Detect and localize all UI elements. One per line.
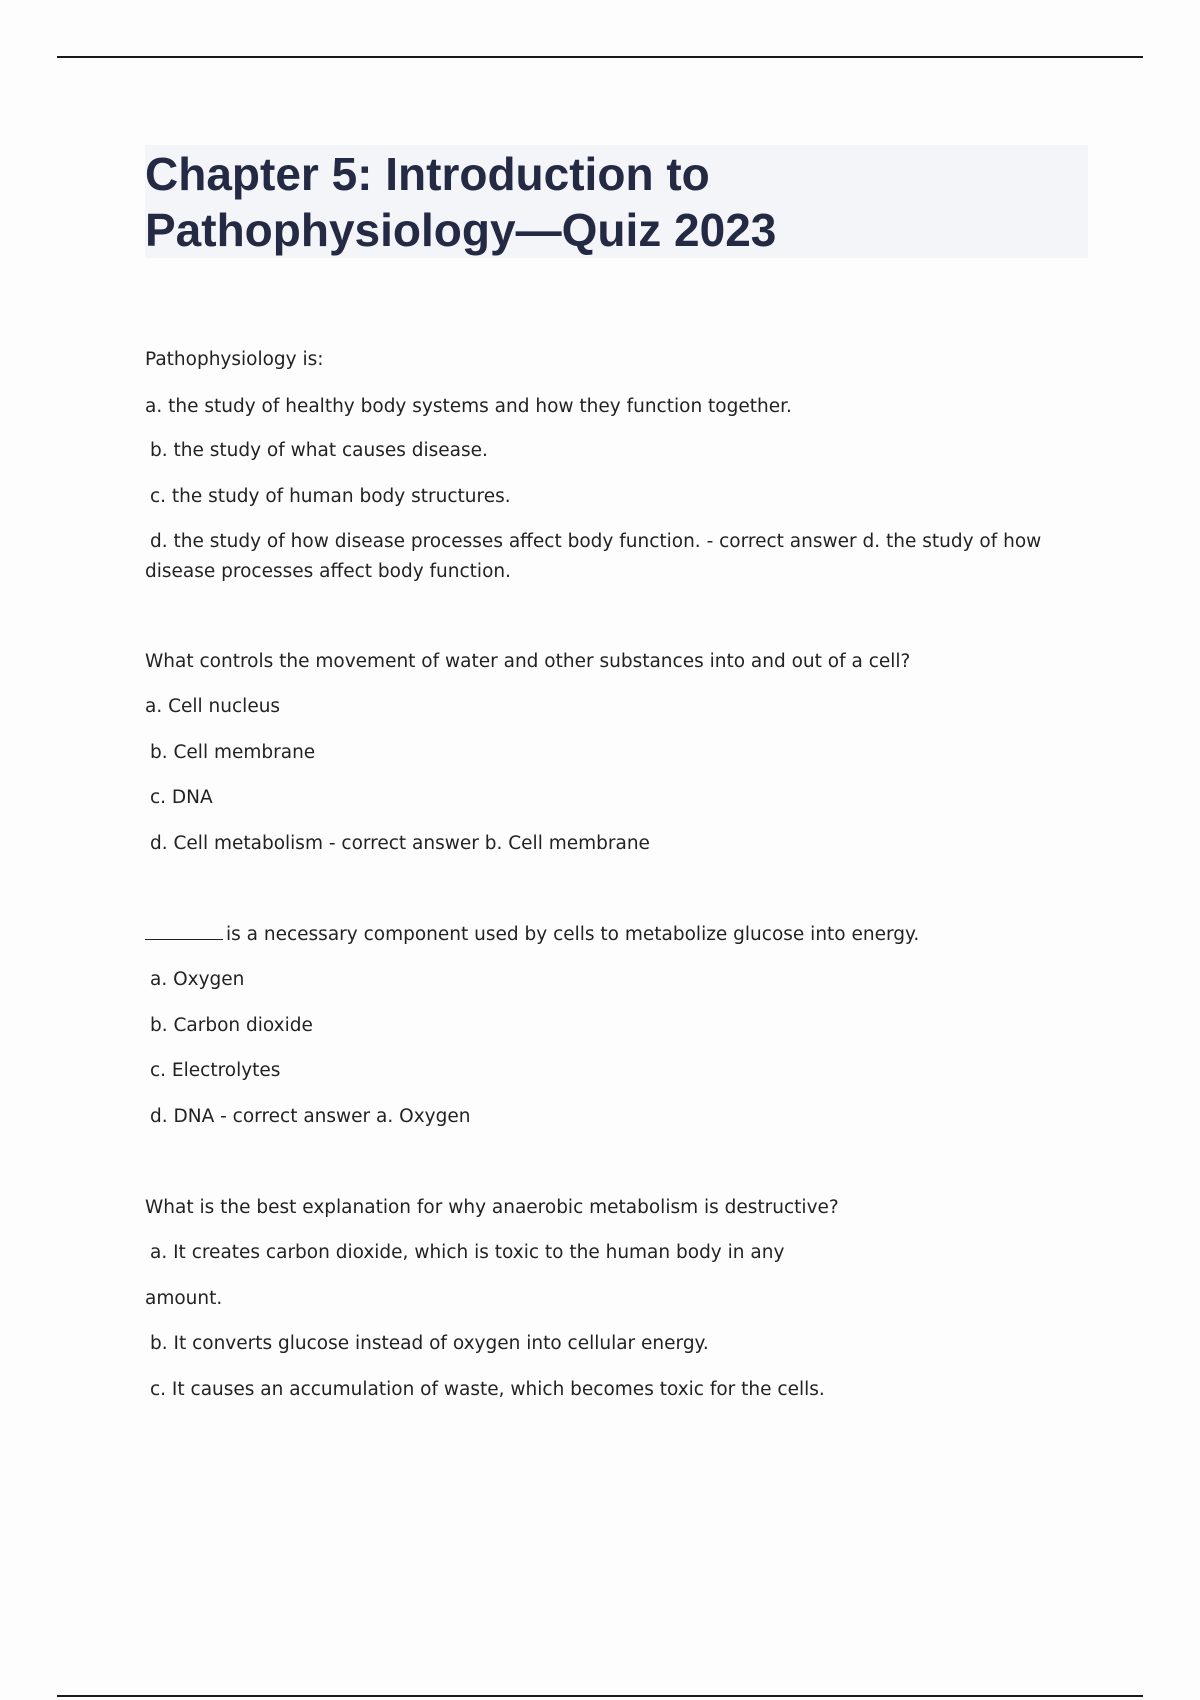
- question-4-option-a: a. It creates carbon dioxide, which is toxic to the human body in any: [150, 1242, 785, 1263]
- question-4-option-c: c. It causes an accumulation of waste, which becomes toxic for the cells.: [150, 1379, 825, 1400]
- question-4-option-a-continued: amount.: [145, 1288, 223, 1309]
- question-3-option-c: c. Electrolytes: [150, 1060, 281, 1081]
- question-3-option-d: d. DNA - correct answer a. Oxygen: [150, 1106, 471, 1127]
- page-title-line-2: Pathophysiology—Quiz 2023: [145, 204, 777, 256]
- question-3-option-a: a. Oxygen: [150, 969, 245, 990]
- question-4-option-b: b. It converts glucose instead of oxygen into cellular energy.: [150, 1333, 709, 1354]
- title-banner: [145, 145, 1088, 258]
- page-title: [145, 146, 776, 258]
- question-4-prompt: What is the best explanation for why anaerobic metabolism is destructive?: [145, 1197, 839, 1218]
- question-3-prompt-row: [145, 920, 919, 950]
- bottom-rule: [57, 1695, 1143, 1697]
- question-2-option-c: c. DNA: [150, 787, 213, 808]
- question-3-option-b: b. Carbon dioxide: [150, 1015, 313, 1036]
- question-1-option-c: c. the study of human body structures.: [150, 486, 511, 507]
- question-1-option-d: d. the study of how disease processes affect body function. - correct answer d. the study of how disease processes affect body function.: [145, 531, 1042, 582]
- question-1-prompt: Pathophysiology is:: [145, 349, 324, 370]
- page-title-line-1: Chapter 5: Introduction to: [145, 148, 710, 200]
- question-1-option-a: a. the study of healthy body systems and how they function together.: [145, 396, 792, 417]
- question-1-option-b: b. the study of what causes disease.: [150, 440, 488, 461]
- question-2-option-b: b. Cell membrane: [150, 742, 316, 763]
- question-3-prompt: is a necessary component used by cells to metabolize glucose into energy.: [226, 924, 920, 945]
- question-2-prompt: What controls the movement of water and other substances into and out of a cell?: [145, 651, 911, 672]
- question-2-option-a: a. Cell nucleus: [145, 696, 281, 717]
- top-rule: [57, 56, 1143, 58]
- question-2-option-d: d. Cell metabolism - correct answer b. Cell membrane: [150, 833, 650, 854]
- fill-in-blank: [145, 921, 223, 940]
